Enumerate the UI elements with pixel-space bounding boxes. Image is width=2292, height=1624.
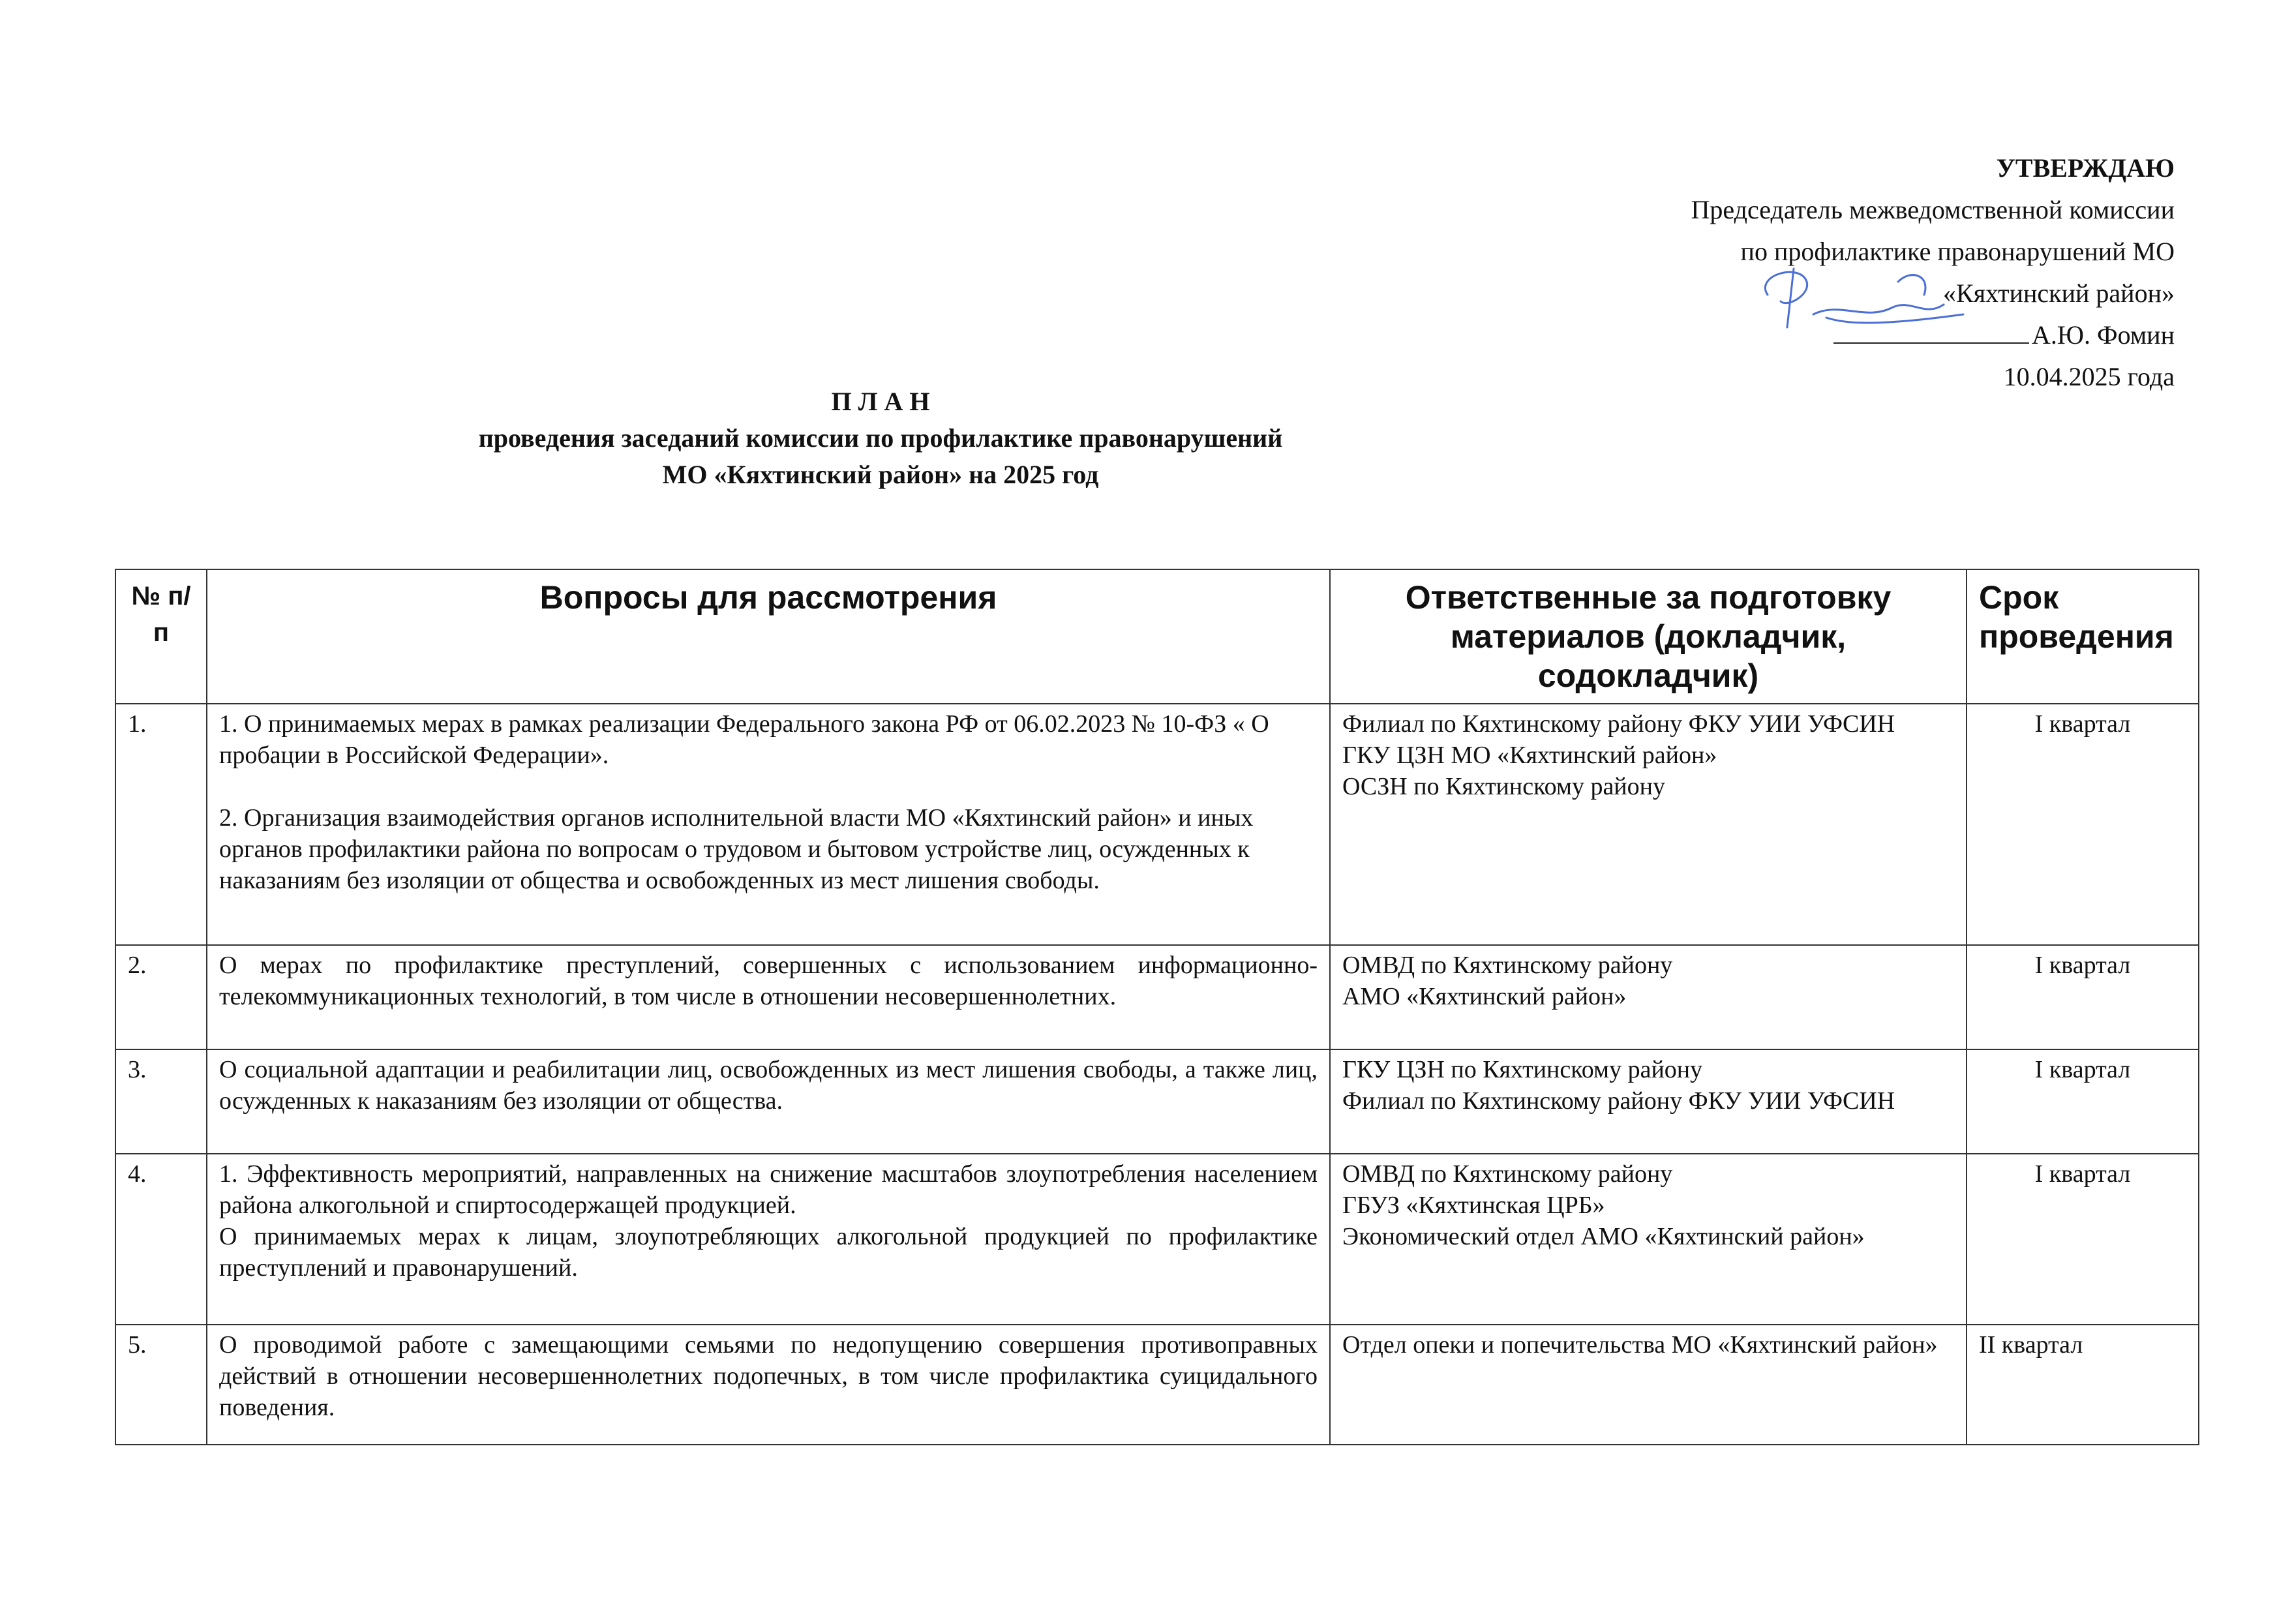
question-item: 2. Организация взаимодействия органов исполнительной власти МО «Кяхтинский район» и иных органов профилактики района по вопросам о трудовом и бытовом устройстве лиц, осужденных к наказаниям без изоляции от общества и освобожденных из мест лишения свободы. [219,804,1254,894]
row-term: I квартал [1967,945,2199,1049]
row-questions: О мерах по профилактике преступлений, совершенных с использованием информационно-телекоммуникационных технологий, в том числе в отношении несовершеннолетних. [207,945,1330,1049]
plan-table [115,569,2199,1445]
row-num: 5. [115,1325,207,1445]
row-term: I квартал [1967,1049,2199,1154]
row-responsible [1330,1049,1967,1154]
row-responsible [1330,704,1967,945]
row-term: II квартал [1967,1325,2199,1445]
title-line-1: П Л А Н [831,387,930,416]
handwritten-signature [1748,256,1983,334]
row-num: 2. [115,945,207,1049]
row-responsible: Отдел опеки и попечительства МО «Кяхтинский район» [1330,1325,1967,1445]
row-num: 4. [115,1154,207,1325]
table-row [115,945,2199,1049]
header-responsible: Ответственные за подготовку материалов (докладчик, содокладчик) [1330,569,1967,704]
responsible-item: ГКУ ЦЗН МО «Кяхтинский район» [1342,742,1717,769]
approval-signer: А.Ю. Фомин [2032,320,2175,350]
responsible-item: ОСЗН по Кяхтинскому району [1342,773,1665,800]
question-item: 1. О принимаемых мерах в рамках реализации Федерального закона РФ от 06.02.2023 № 10-ФЗ « О пробации в Российской Федерации». [219,710,1269,769]
row-questions: О проводимой работе с замещающими семьями по недопущению совершения противоправных действий в отношении несовершеннолетних подопечных, в том числе профилактика суицидального поведения. [207,1325,1330,1445]
document-title [391,383,1370,493]
approval-date: 10.04.2025 года [2003,362,2175,391]
table-row [115,1049,2199,1154]
table-header-row [115,569,2199,704]
row-num: 1. [115,704,207,945]
row-term: I квартал [1967,1154,2199,1325]
approval-line-1: Председатель межведомственной комиссии [1691,195,2175,224]
row-questions [207,704,1330,945]
table-row [115,704,2199,945]
responsible-item: Экономический отдел АМО «Кяхтинский район» [1342,1223,1865,1250]
approval-line-2: по профилактике правонарушений МО [1740,237,2175,266]
title-line-3: МО «Кяхтинский район» на 2025 год [662,460,1099,489]
header-term: Срок проведения [1967,569,2199,704]
header-questions: Вопросы для рассмотрения [207,569,1330,704]
responsible-item: ГКУ ЦЗН по Кяхтинскому району [1342,1056,1703,1083]
row-num: 3. [115,1049,207,1154]
responsible-item: ОМВД по Кяхтинскому району [1342,952,1673,979]
question-item: О принимаемых мерах к лицам, злоупотребляющих алкогольной продукцией по профилактике преступлений и правонарушений. [219,1223,1318,1282]
responsible-item: ОМВД по Кяхтинскому району [1342,1160,1673,1188]
table-row [115,1154,2199,1325]
responsible-item: АМО «Кяхтинский район» [1342,983,1627,1010]
row-questions [207,1154,1330,1325]
row-responsible [1330,945,1967,1049]
header-num: № п/п [115,569,207,704]
question-item: 1. Эффективность мероприятий, направленных на снижение масштабов злоупотребления населением района алкогольной и спиртосодержащей продукцией. [219,1160,1318,1219]
responsible-item: ГБУЗ «Кяхтинская ЦРБ» [1342,1192,1605,1219]
approval-heading: УТВЕРЖДАЮ [1996,153,2175,183]
row-questions: О социальной адаптации и реабилитации лиц, освобожденных из мест лишения свободы, а также лиц, осужденных к наказаниям без изоляции от общества. [207,1049,1330,1154]
row-term: I квартал [1967,704,2199,945]
responsible-item: Филиал по Кяхтинскому району ФКУ УИИ УФСИН [1342,710,1895,738]
responsible-item: Филиал по Кяхтинскому району ФКУ УИИ УФСИН [1342,1087,1895,1115]
table-row [115,1325,2199,1445]
approval-line-3: «Кяхтинский район» [1943,278,2175,308]
row-responsible [1330,1154,1967,1325]
title-line-2: проведения заседаний комиссии по профилактике правонарушений [478,423,1283,453]
